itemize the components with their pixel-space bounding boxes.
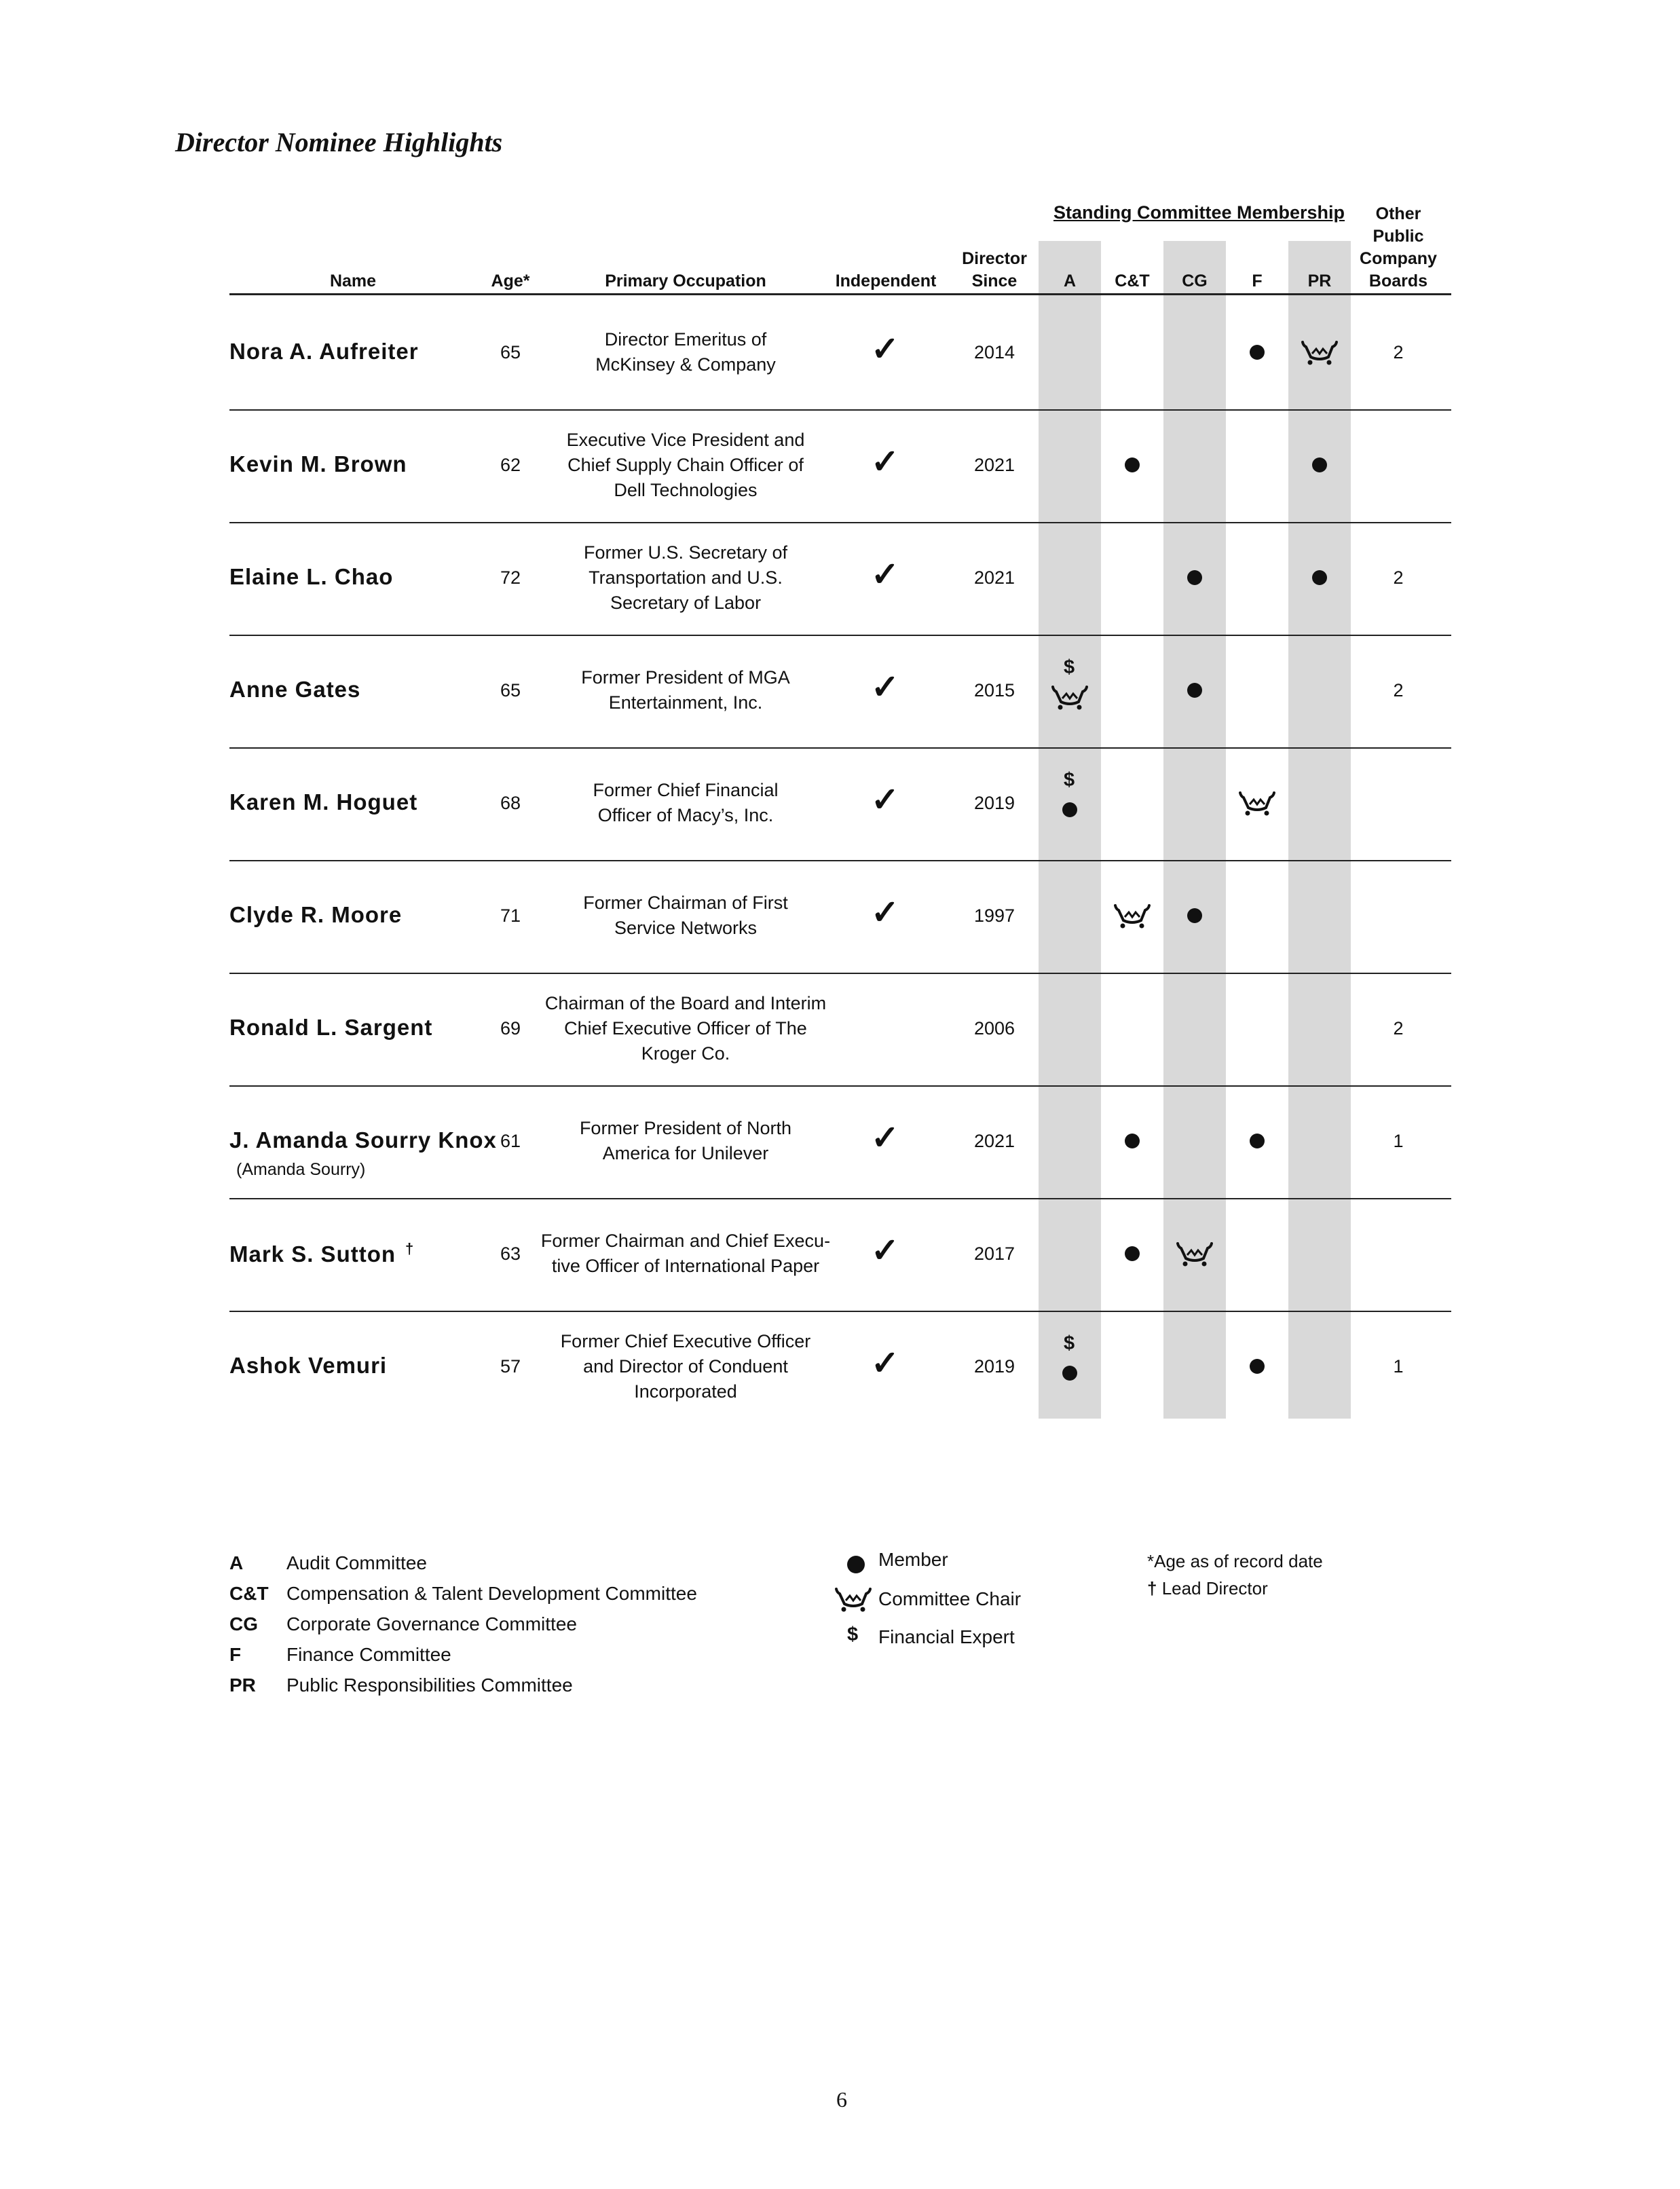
director-age: 72 xyxy=(500,567,521,588)
committee-chair-icon xyxy=(1176,1240,1213,1267)
director-occupation xyxy=(536,891,835,941)
header-director-since: Director xyxy=(962,249,1027,268)
independent-check-icon: ✓ xyxy=(871,1231,899,1269)
member-dot-icon xyxy=(1125,457,1140,472)
header-committee-a: A xyxy=(1063,272,1077,291)
row-divider xyxy=(229,1085,1451,1087)
legend-abbr: CG xyxy=(229,1613,258,1634)
member-dot-icon xyxy=(1312,457,1327,472)
legend-financial-expert-label: Financial Expert xyxy=(878,1626,1015,1647)
director-since: 2019 xyxy=(973,1356,1015,1377)
director-occupation xyxy=(536,1116,835,1166)
director-name: Karen M. Hoguet xyxy=(229,789,418,815)
header-other-boards: Other xyxy=(1375,204,1421,223)
header-committee-pr: PR xyxy=(1307,272,1332,291)
member-dot-icon xyxy=(1062,1366,1077,1381)
member-dot-icon xyxy=(1250,1134,1265,1148)
director-name: Kevin M. Brown xyxy=(229,451,407,476)
row-divider xyxy=(229,522,1451,523)
occupation-line: Former President of North xyxy=(579,1118,792,1138)
director-age: 69 xyxy=(500,1018,521,1039)
financial-expert-icon: $ xyxy=(1064,656,1075,678)
director-name: Clyde R. Moore xyxy=(229,902,403,927)
director-since: 1997 xyxy=(973,905,1015,926)
committee-column-shade-a xyxy=(1039,241,1101,1419)
director-occupation xyxy=(536,991,835,1066)
financial-expert-icon: $ xyxy=(1064,1332,1075,1354)
committee-legend xyxy=(229,1548,697,1700)
independent-check-icon: ✓ xyxy=(871,893,899,931)
legend-abbr: F xyxy=(229,1644,242,1665)
legend-committee-item xyxy=(229,1670,697,1700)
occupation-line: Secretary of Labor xyxy=(610,592,762,613)
page-title: Director Nominee Highlights xyxy=(175,127,503,157)
legend-abbr: PR xyxy=(229,1675,256,1696)
member-dot-icon xyxy=(1062,802,1077,817)
legend-committee-item xyxy=(229,1578,697,1609)
header-rule xyxy=(229,293,1451,295)
committee-column-shade-pr xyxy=(1288,241,1351,1419)
director-name: Ashok Vemuri xyxy=(229,1353,388,1378)
director-name: Nora A. Aufreiter xyxy=(229,339,419,364)
member-dot-icon xyxy=(1187,908,1202,923)
header-other-boards: Boards xyxy=(1368,272,1428,291)
header-director-since: Since xyxy=(971,272,1018,291)
director-occupation xyxy=(536,327,835,377)
occupation-line: Service Networks xyxy=(614,918,758,938)
financial-expert-icon: $ xyxy=(1064,769,1075,791)
committee-chair-icon xyxy=(1239,789,1275,817)
occupation-line: tive Officer of International Paper xyxy=(551,1256,820,1276)
row-divider xyxy=(229,1311,1451,1312)
occupation-line: Former U.S. Secretary of xyxy=(583,542,788,563)
member-dot-icon xyxy=(1125,1134,1140,1148)
row-divider xyxy=(229,635,1451,636)
director-age: 71 xyxy=(500,905,521,926)
legend-label: Audit Committee xyxy=(286,1552,427,1573)
director-since: 2015 xyxy=(973,680,1015,700)
director-since: 2019 xyxy=(973,793,1015,813)
header-other-boards: Company xyxy=(1360,249,1437,268)
occupation-line: Dell Technologies xyxy=(614,479,758,500)
row-divider xyxy=(229,1198,1451,1199)
director-age: 63 xyxy=(500,1243,521,1264)
director-age: 62 xyxy=(500,455,521,475)
independent-check-icon: ✓ xyxy=(871,555,899,593)
director-name: Anne Gates xyxy=(229,677,361,702)
row-divider xyxy=(229,860,1451,861)
director-name: Ronald L. Sargent xyxy=(229,1015,433,1040)
legend-committee-item xyxy=(229,1548,697,1578)
legend-label: Compensation & Talent Development Committee xyxy=(286,1583,697,1604)
legend-label: Finance Committee xyxy=(286,1644,451,1665)
header-occupation: Primary Occupation xyxy=(605,272,766,291)
director-name: Elaine L. Chao xyxy=(229,564,394,589)
header-age: Age* xyxy=(491,272,530,291)
occupation-line: Chief Executive Officer of The xyxy=(564,1017,807,1039)
other-boards-count: 1 xyxy=(1393,1131,1404,1151)
occupation-line: Chairman of the Board and Interim xyxy=(544,992,827,1013)
independent-check-icon: ✓ xyxy=(871,1119,899,1157)
lead-director-note xyxy=(1147,1578,1268,1599)
director-alias: (Amanda Sourry) xyxy=(236,1160,366,1179)
occupation-line: Chief Supply Chain Officer of xyxy=(567,454,804,475)
header-name: Name xyxy=(329,272,377,291)
other-boards-count: 2 xyxy=(1393,680,1404,700)
legend-label: Corporate Governance Committee xyxy=(286,1613,577,1634)
independent-check-icon: ✓ xyxy=(871,668,899,706)
director-occupation xyxy=(536,1229,835,1279)
independent-check-icon: ✓ xyxy=(871,1344,899,1382)
occupation-line: Director Emeritus of xyxy=(604,329,767,350)
page-number: 6 xyxy=(836,2087,847,2112)
director-name: J. Amanda Sourry Knox xyxy=(229,1127,497,1153)
header-committee-membership: Standing Committee Membership xyxy=(1053,202,1345,223)
occupation-line: Former Chairman and Chief Execu- xyxy=(540,1231,831,1251)
other-boards-count: 2 xyxy=(1393,1018,1404,1039)
director-occupation xyxy=(536,665,835,715)
director-name: Mark S. Sutton † xyxy=(229,1240,415,1267)
director-age: 57 xyxy=(500,1356,521,1377)
legend-abbr: C&T xyxy=(229,1583,269,1604)
member-dot-icon xyxy=(1187,570,1202,585)
member-dot-icon xyxy=(1312,570,1327,585)
director-since: 2017 xyxy=(973,1243,1015,1264)
occupation-line: Transportation and U.S. xyxy=(589,567,783,588)
member-dot-icon xyxy=(1125,1246,1140,1261)
director-occupation xyxy=(536,1329,835,1404)
row-divider xyxy=(229,747,1451,749)
other-boards-count: 1 xyxy=(1393,1356,1404,1377)
occupation-line: Kroger Co. xyxy=(641,1043,730,1064)
legend-member-label: Member xyxy=(878,1549,948,1570)
legend-committee-item xyxy=(229,1609,697,1639)
lead-director-dagger: † xyxy=(1147,1578,1162,1598)
independent-check-icon: ✓ xyxy=(871,330,899,368)
director-since: 2006 xyxy=(973,1018,1015,1039)
header-committee-cg: CG xyxy=(1182,272,1208,291)
header-independent: Independent xyxy=(835,272,937,291)
header-other-boards: Public xyxy=(1373,227,1424,246)
committee-chair-icon xyxy=(1301,339,1338,366)
committee-chair-icon xyxy=(1051,684,1088,711)
occupation-line: Incorporated xyxy=(634,1381,737,1402)
director-age: 65 xyxy=(500,342,521,362)
header-committee-ct: C&T xyxy=(1115,272,1150,291)
director-age: 65 xyxy=(500,680,521,700)
occupation-line: Former Chairman of First xyxy=(583,893,788,913)
lead-director-dagger: † xyxy=(405,1240,415,1257)
legend-chair-label: Committee Chair xyxy=(878,1588,1022,1609)
independent-check-icon: ✓ xyxy=(871,443,899,481)
director-occupation xyxy=(536,540,835,616)
director-age: 61 xyxy=(500,1131,521,1151)
director-occupation xyxy=(536,778,835,828)
other-boards-count: 2 xyxy=(1393,567,1404,588)
occupation-line: America for Unilever xyxy=(602,1143,769,1163)
other-boards-count: 2 xyxy=(1393,342,1404,362)
row-divider xyxy=(229,409,1451,411)
member-dot-icon xyxy=(847,1556,865,1573)
director-since: 2021 xyxy=(973,455,1015,475)
independent-check-icon: ✓ xyxy=(871,781,899,819)
director-age: 68 xyxy=(500,793,521,813)
occupation-line: Former Chief Executive Officer xyxy=(560,1330,811,1351)
header-committee-f: F xyxy=(1252,272,1263,291)
legend-label: Public Responsibilities Committee xyxy=(286,1675,573,1696)
director-since: 2014 xyxy=(973,342,1015,362)
occupation-line: McKinsey & Company xyxy=(595,354,776,375)
occupation-line: Former President of MGA xyxy=(581,667,790,688)
occupation-line: Entertainment, Inc. xyxy=(608,692,763,713)
committee-chair-icon xyxy=(1114,902,1151,929)
director-since: 2021 xyxy=(973,1131,1015,1151)
director-since: 2021 xyxy=(973,567,1015,588)
committee-chair-icon xyxy=(835,1586,872,1613)
occupation-line: and Director of Conduent xyxy=(583,1355,788,1377)
lead-director-label: Lead Director xyxy=(1161,1578,1268,1598)
legend-committee-item xyxy=(229,1639,697,1670)
director-occupation xyxy=(536,428,835,503)
occupation-line: Former Chief Financial xyxy=(593,780,779,800)
member-dot-icon xyxy=(1250,1359,1265,1374)
member-dot-icon xyxy=(1187,683,1202,698)
legend-abbr: A xyxy=(229,1552,244,1573)
occupation-line: Officer of Macy’s, Inc. xyxy=(597,805,774,825)
occupation-line: Executive Vice President and xyxy=(566,429,805,450)
financial-expert-icon: $ xyxy=(847,1624,859,1645)
age-note: *Age as of record date xyxy=(1147,1551,1323,1571)
member-dot-icon xyxy=(1250,345,1265,360)
row-divider xyxy=(229,973,1451,974)
